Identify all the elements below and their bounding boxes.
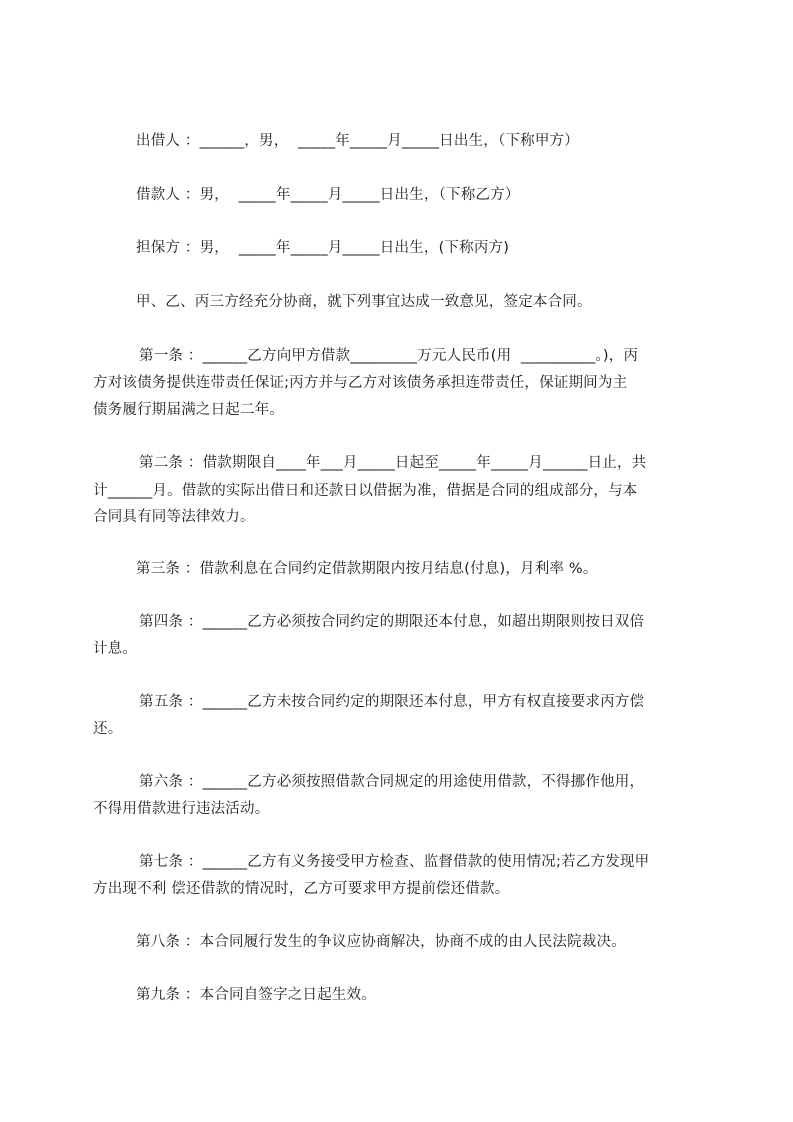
guarantor-line: 担保方 ：男， _____年_____月_____日出生，(下称丙方): [136, 240, 510, 256]
article-4-line-2: 计息。: [93, 641, 138, 657]
article-4-line-1: 第四条 ：______乙方必须按合同约定的期限还本付息，如超出期限则按日双倍: [139, 614, 645, 630]
article-2-line-1: 第二条 ：借款期限自____年___月_____日起至_____年_____月______日止，共: [139, 455, 647, 471]
article-8-line-1: 第八条 ：本合同履行发生的争议应协商解决，协商不成的由人民法院裁决。: [136, 934, 626, 950]
article-1-line-1: 第一条 ：______乙方向甲方借款_________万元人民币(用 __________。)，丙: [139, 348, 639, 364]
article-5-line-1: 第五条 ：______乙方未按合同约定的期限还本付息，甲方有权直接要求丙方偿: [139, 694, 645, 710]
article-5-line-2: 还。: [93, 721, 123, 737]
article-1-line-3: 债务履行期届满之日起二年。: [93, 402, 285, 418]
intro-paragraph: 甲、乙、丙三方经充分协商，就下列事宜达成一致意见，签定本合同。: [136, 294, 592, 310]
article-3-line-1: 第三条 ：借款利息在合同约定借款期限内按月结息(付息)，月利率 %。: [136, 561, 598, 577]
borrower-line: 借款人 ：男， _____年_____月_____日出生，（下称乙方）: [136, 187, 520, 203]
article-6-line-2: 不得用借款进行违法活动。: [93, 801, 270, 817]
lender-line: 出借人 ：______，男， _____年_____月_____日出生，（下称甲方）: [136, 133, 579, 149]
article-9-line-1: 第九条 ：本合同自签字之日起生效。: [136, 987, 377, 1003]
article-1-line-2: 方对该债务提供连带责任保证;丙方并与乙方对该债务承担连带责任，保证期间为主: [93, 375, 628, 391]
article-2-line-2: 计______月。借款的实际出借日和还款日以借据为准，借据是合同的组成部分，与本: [93, 483, 638, 499]
article-6-line-1: 第六条 ：______乙方必须按照借款合同规定的用途使用借款，不得挪作他用，: [139, 774, 645, 790]
article-7-line-1: 第七条 ：______乙方有义务接受甲方检查、监督借款的使用情况;若乙方发现甲: [139, 854, 650, 870]
article-2-line-3: 合同具有同等法律效力。: [93, 509, 255, 525]
article-7-line-2: 方出现不利 偿还借款的情况时，乙方可要求甲方提前偿还借款。: [93, 881, 510, 897]
